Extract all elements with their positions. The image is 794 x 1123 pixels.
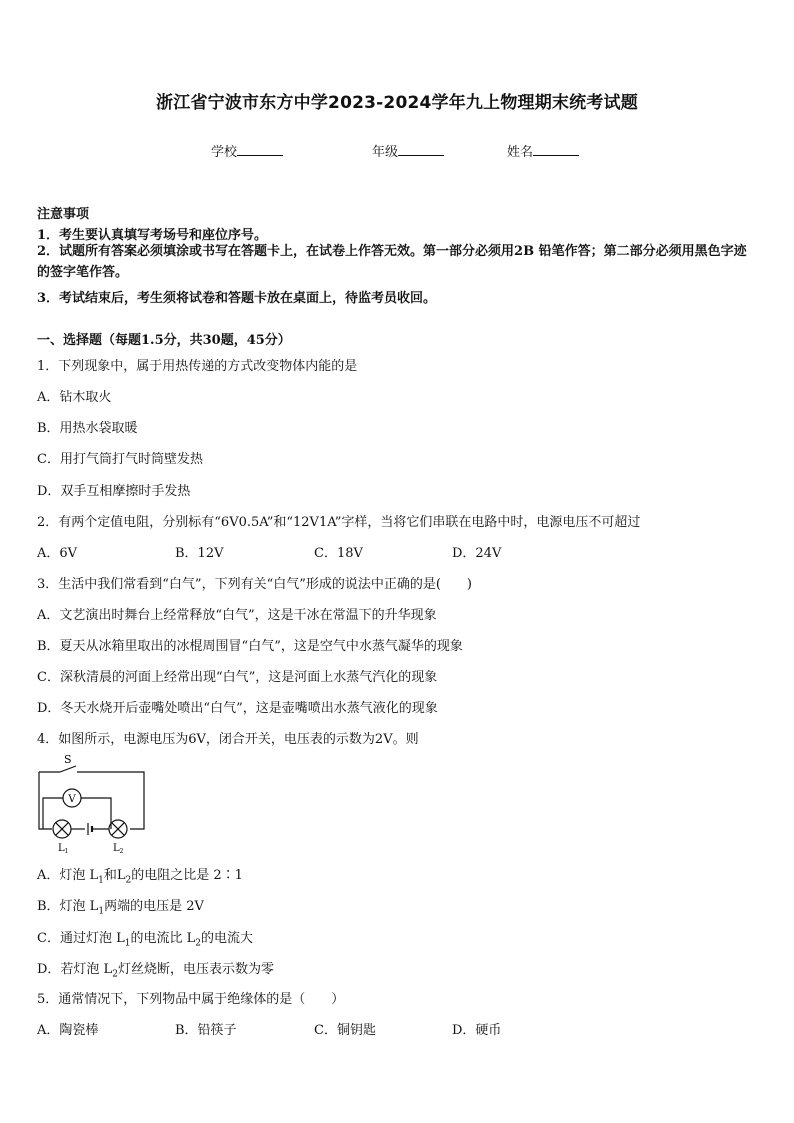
question-stem: 2．有两个定值电阻，分别标有“6V0.5A”和“12V1A”字样，当将它们串联在电路中时，电源电压不可超过 (37, 515, 641, 530)
option-d[interactable]: D．24V (452, 546, 502, 561)
exam-title: 浙江省宁波市东方中学2023-2024学年九上物理期末统考试题 (156, 93, 638, 113)
option-d[interactable]: D．冬天水烧开后壶嘴处喷出“白气”，这是壶嘴喷出水蒸气液化的现象 (37, 701, 438, 716)
circuit-diagram (30, 752, 152, 856)
option-b[interactable]: B．铅筷子 (175, 1023, 237, 1038)
wire (39, 772, 52, 829)
option-c[interactable]: C．深秋清晨的河面上经常出现“白气”，这是河面上水蒸气汽化的现象 (37, 670, 438, 685)
switch-label: S (64, 753, 72, 766)
wire (43, 798, 63, 829)
lamp2-label: $L_2$ (113, 843, 124, 855)
question-stem: 4．如图所示，电源电压为6V，闭合开关，电压表的示数为2V。则 (37, 732, 419, 747)
question-stem: 1．下列现象中，属于用热传递的方式改变物体内能的是 (37, 359, 358, 374)
notice-heading: 注意事项 (37, 207, 90, 222)
option-d[interactable]: D．双手互相摩擦时手发热 (37, 484, 191, 499)
option-b[interactable]: B．用热水袋取暖 (37, 421, 138, 436)
option-b[interactable]: B．夏天从冰箱里取出的冰棍周围冒“白气”，这是空气中水蒸气凝华的现象 (37, 639, 463, 654)
school-field[interactable] (211, 141, 283, 160)
school-blank[interactable] (237, 142, 283, 156)
section-heading: 一、选择题（每题1.5分，共30题，45分） (37, 333, 291, 348)
option-c[interactable]: C．铜钥匙 (314, 1023, 376, 1038)
option-d[interactable]: D．硬币 (452, 1023, 502, 1038)
option-a[interactable]: A．钻木取火 (37, 390, 112, 405)
switch-icon (60, 766, 76, 772)
option-d[interactable]: D．若灯泡 $L_2$灯丝烧断，电压表示数为零 (37, 962, 274, 980)
option-b[interactable]: B．灯泡 $L_1$两端的电压是 2V (37, 899, 204, 917)
grade-field[interactable] (372, 141, 444, 160)
notice-item: 1．考生要认真填写考场号和座位序号。 (37, 228, 268, 243)
lamp1-label: $L_1$ (58, 843, 69, 855)
meter-label: V (68, 794, 76, 805)
option-c[interactable]: C．18V (314, 546, 363, 561)
option-a[interactable]: A．灯泡 $L_1$和$L_2$的电阻之比是 2∶1 (37, 868, 243, 886)
option-c[interactable]: C．通过灯泡 $L_1$的电流比 $L_2$的电流大 (37, 931, 253, 949)
name-blank[interactable] (533, 142, 579, 156)
grade-blank[interactable] (398, 142, 444, 156)
question-stem: 5．通常情况下，下列物品中属于绝缘体的是（ ） (37, 992, 345, 1007)
option-a[interactable]: A．6V (37, 546, 78, 561)
grade-label: 年级 (372, 145, 399, 160)
option-b[interactable]: B．12V (175, 546, 224, 561)
school-label: 学校 (211, 145, 238, 160)
option-a[interactable]: A．文艺演出时舞台上经常释放“白气”，这是干冰在常温下的升华现象 (37, 608, 437, 623)
option-c[interactable]: C．用打气筒打气时筒壁发热 (37, 452, 203, 467)
notice-item: 2．试题所有答案必须填涂或书写在答题卡上，在试卷上作答无效。第一部分必须用2B 铅笔作答；第二部分必须用黑色字迹的签字笔作答。 (37, 244, 747, 280)
option-a[interactable]: A．陶瓷棒 (37, 1023, 99, 1038)
name-field[interactable] (507, 141, 579, 160)
name-label: 姓名 (507, 145, 534, 160)
notice-item: 3．考试结束后，考生须将试卷和答题卡放在桌面上，待监考员收回。 (37, 291, 437, 306)
wire (81, 798, 111, 829)
question-stem: 3．生活中我们常看到“白气”，下列有关“白气”形成的说法中正确的是( ) (37, 577, 472, 592)
